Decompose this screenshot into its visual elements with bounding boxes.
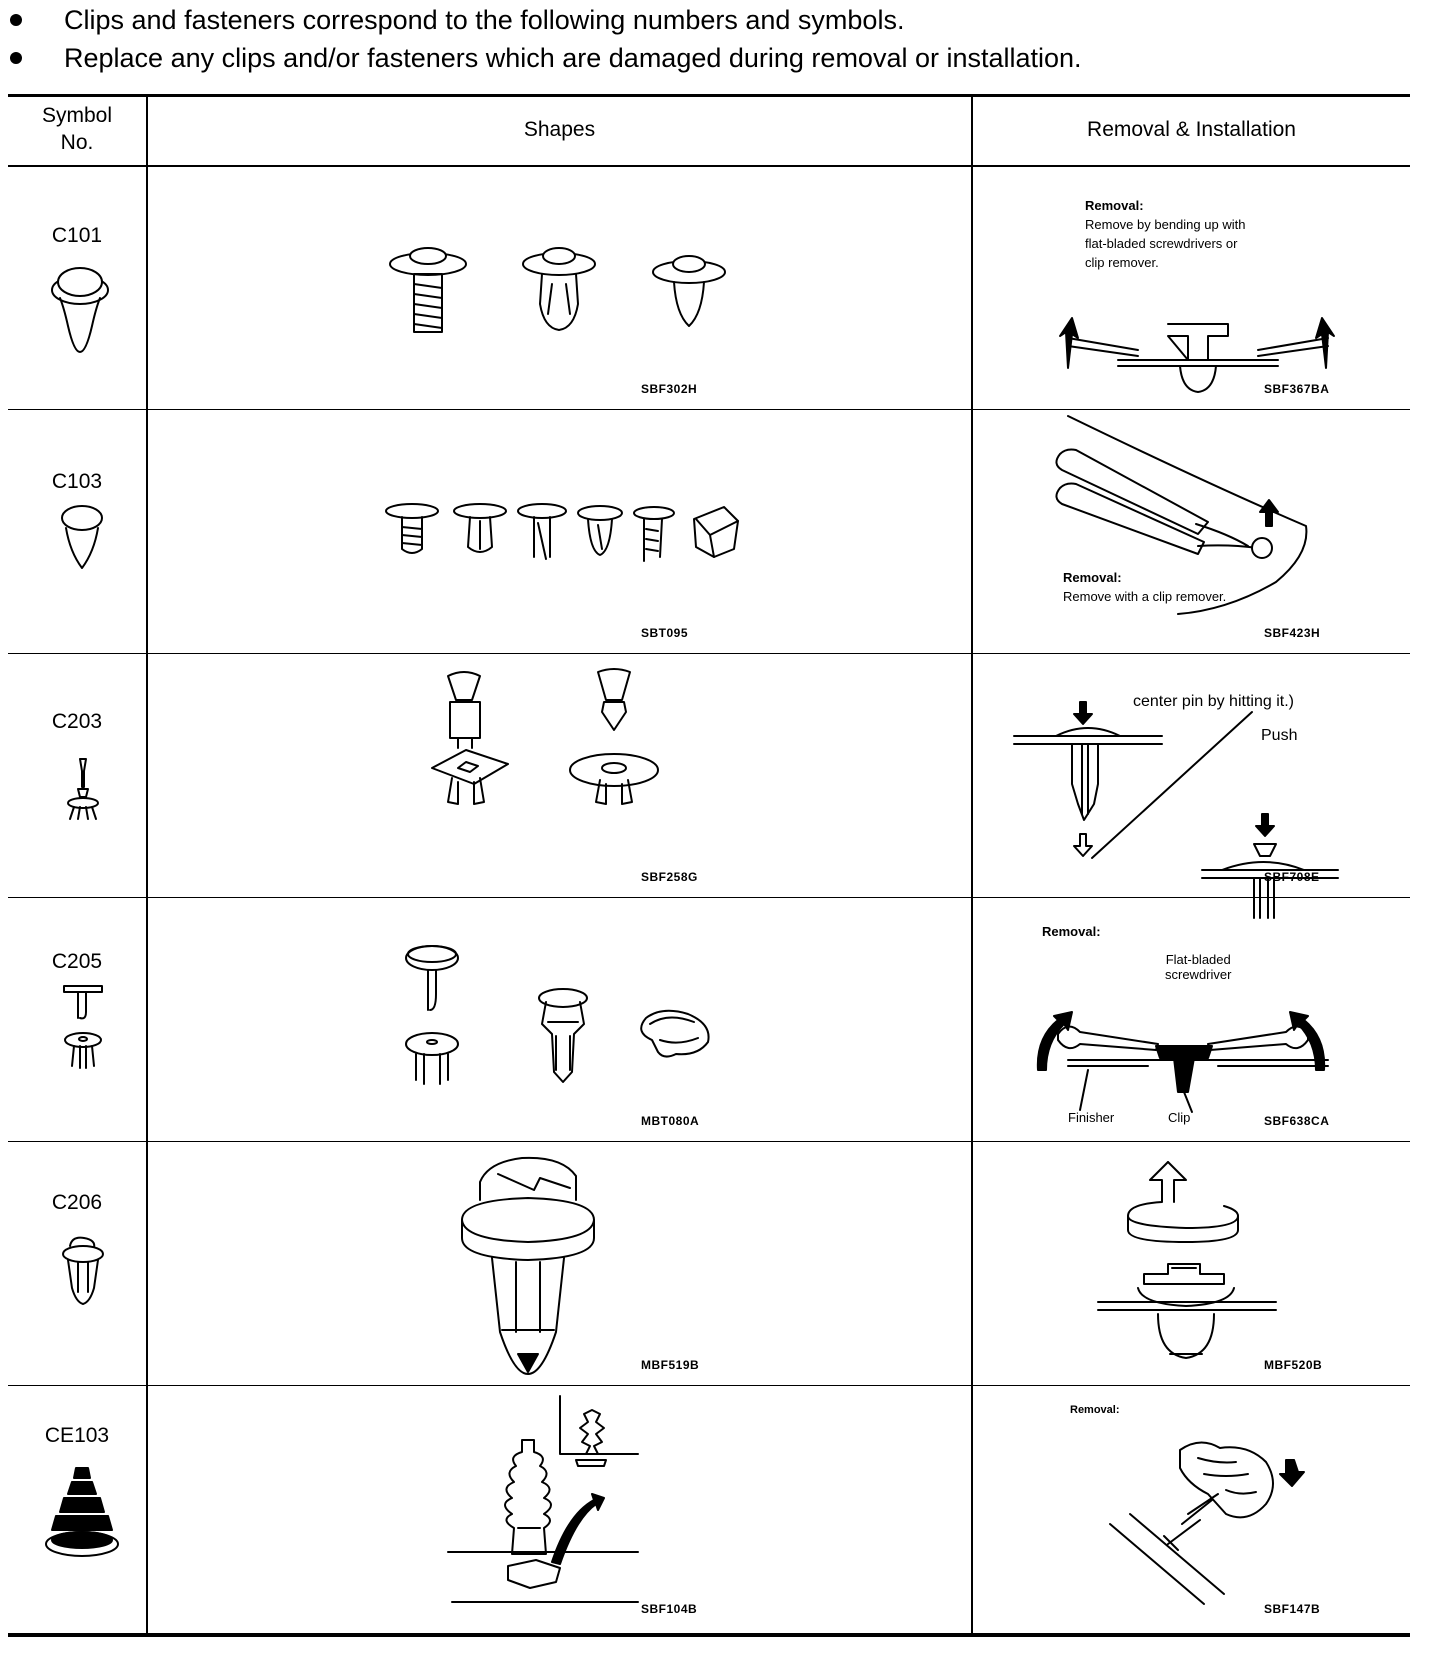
symbol-ce103: CE103 [44, 1424, 110, 1447]
shape-code: SBF302H [641, 382, 698, 396]
c101-shapes-drawing [384, 244, 744, 344]
header-rule [8, 165, 1410, 167]
row-divider [8, 1385, 1410, 1386]
table-bottom-rule [8, 1633, 1410, 1637]
symbol-c203: C203 [51, 710, 103, 733]
c205-symbol-icon [60, 982, 106, 1078]
header-removal: Removal & Installation [1087, 118, 1296, 141]
c205-removal-drawing [1028, 984, 1338, 1104]
shape-code: MBT080A [641, 1114, 700, 1128]
c203-symbol-icon [66, 757, 100, 823]
shape-code: SBT095 [641, 626, 689, 640]
removal-code: MBF520B [1264, 1358, 1323, 1372]
shape-code: MBF519B [641, 1358, 700, 1372]
c206-shapes-drawing [458, 1154, 598, 1374]
bullet-text: Replace any clips and/or fasteners which are damaged during removal or installation. [64, 43, 1082, 73]
symbol-c103: C103 [51, 470, 103, 493]
table-top-rule [8, 94, 1410, 97]
row-divider [8, 897, 1410, 898]
symbol-c101: C101 [51, 224, 103, 247]
c203-shapes-drawing [428, 664, 728, 834]
clip-label: Clip [1168, 1110, 1191, 1125]
c103-shapes-drawing [384, 499, 744, 579]
symbol-c205: C205 [51, 950, 103, 973]
ce103-removal-title: Removal: [1070, 1404, 1120, 1416]
c103-symbol-icon [60, 504, 104, 576]
ce103-removal-drawing [1108, 1434, 1308, 1604]
col-divider [146, 94, 148, 1637]
bullet-dot-icon [10, 52, 22, 64]
col-divider [971, 94, 973, 1637]
bullet-text: Clips and fasteners correspond to the following numbers and symbols. [64, 5, 905, 35]
symbol-c206: C206 [51, 1191, 103, 1214]
clips-table [8, 94, 1410, 1637]
c101-symbol-icon [50, 264, 110, 364]
removal-code: SBF638CA [1264, 1114, 1330, 1128]
c206-removal-drawing [1098, 1154, 1278, 1374]
finisher-label: Finisher [1068, 1110, 1115, 1125]
ce103-shapes-drawing [448, 1394, 678, 1624]
c103-removal-note: Removal: Remove with a clip remover. [1063, 570, 1227, 604]
bullet-dot-icon [10, 14, 22, 26]
removal-code: SBF708E [1264, 870, 1320, 884]
c203-removal-drawing [1008, 694, 1348, 894]
row-divider [8, 653, 1410, 654]
ce103-symbol-icon [40, 1464, 124, 1560]
removal-code: SBF367BA [1264, 382, 1330, 396]
c205-removal-title: Removal: [1042, 924, 1101, 939]
removal-code: SBF147B [1264, 1602, 1321, 1616]
header-shapes: Shapes [523, 118, 596, 141]
c205-tool-label: Flat-bladed screwdriver [1165, 952, 1232, 982]
row-divider [8, 409, 1410, 410]
c203-removal-note: center pin by hitting it.) [1133, 693, 1294, 710]
removal-code: SBF423H [1264, 626, 1321, 640]
push-label: Push [1261, 727, 1298, 744]
shape-code: SBF258G [641, 870, 698, 884]
header-symbol: Symbol No. [41, 104, 113, 154]
c206-symbol-icon [60, 1234, 106, 1306]
c101-removal-note: Removal: Remove by bending up with flat-bladed screwdrivers or clip remover. [1085, 198, 1246, 270]
shape-code: SBF104B [641, 1602, 698, 1616]
c101-removal-drawing [1058, 294, 1338, 394]
